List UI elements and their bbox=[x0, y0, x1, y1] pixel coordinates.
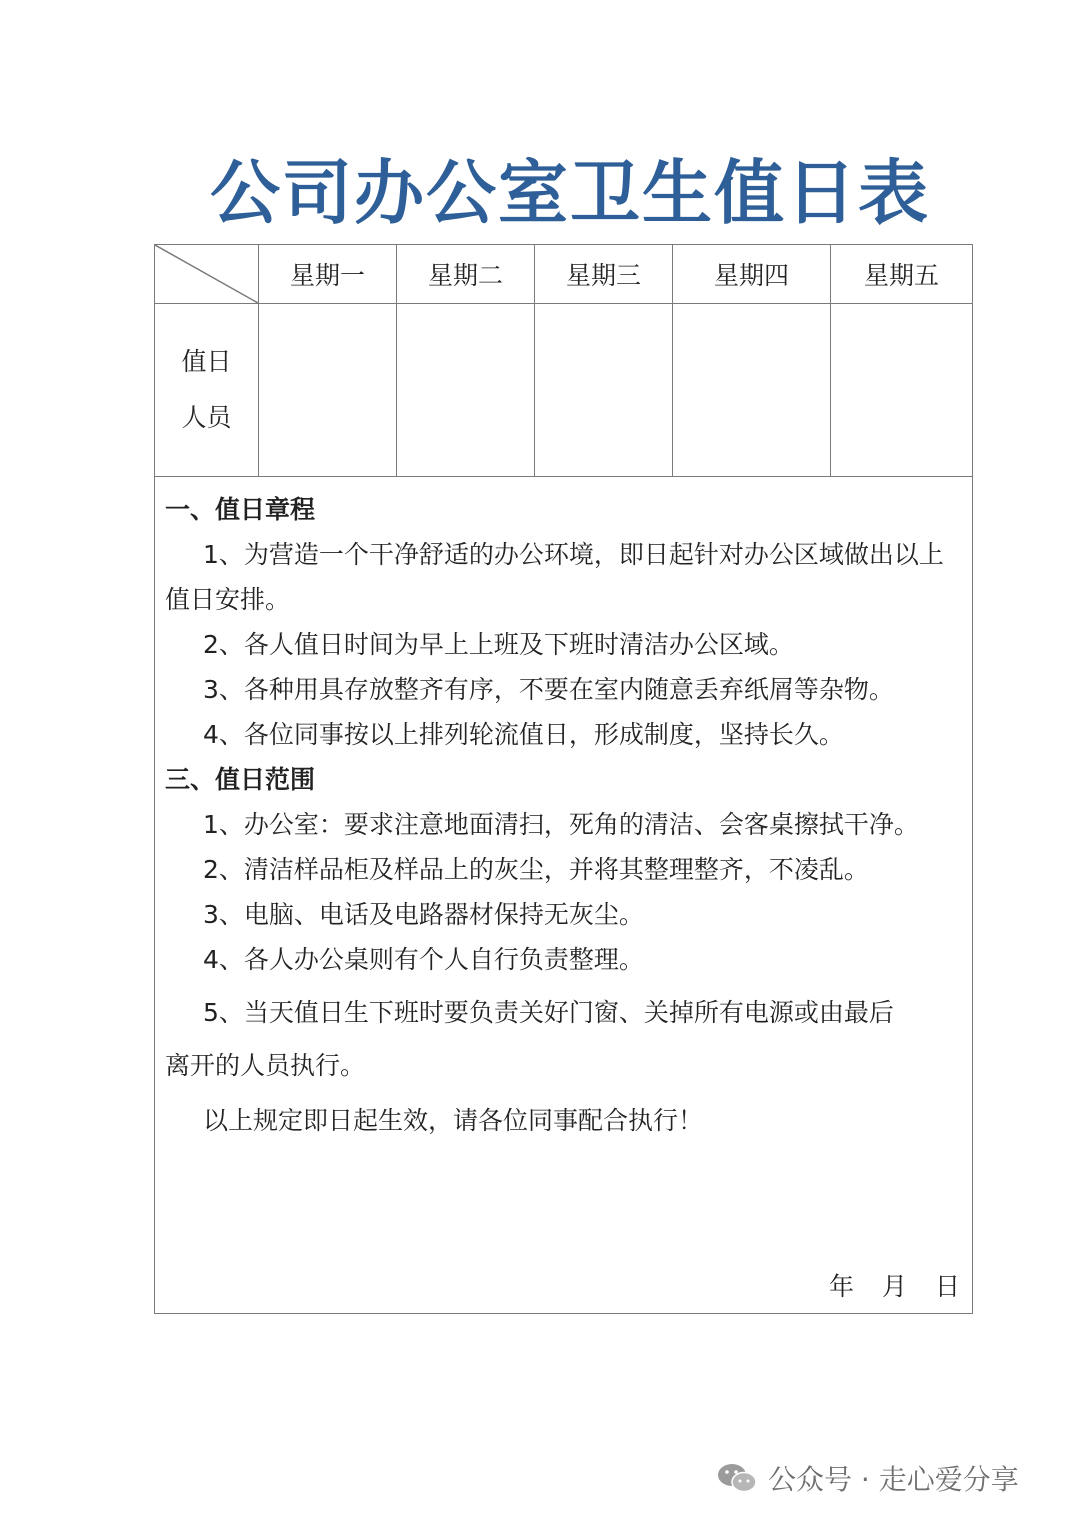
day-header-thu: 星期四 bbox=[673, 245, 831, 304]
day-header-tue: 星期二 bbox=[397, 245, 535, 304]
duty-cell-fri[interactable] bbox=[831, 304, 973, 477]
charter-item-3: 3、各种用具存放整齐有序，不要在室内随意丢弃纸屑等杂物。 bbox=[203, 675, 894, 704]
day-header-wed: 星期三 bbox=[535, 245, 673, 304]
section-title-scope: 三、值日范围 bbox=[165, 765, 316, 794]
section-title-charter: 一、值日章程 bbox=[165, 495, 316, 524]
date-year: 年 bbox=[828, 1272, 856, 1301]
duty-label-line1: 值日 bbox=[181, 347, 232, 376]
charter-item-1a: 1、为营造一个干净舒适的办公环境，即日起针对办公区域做出以上 bbox=[203, 540, 944, 569]
duty-row bbox=[155, 304, 973, 477]
duty-label-line2: 人员 bbox=[181, 403, 232, 432]
duty-cell-thu[interactable] bbox=[673, 304, 831, 477]
scope-item-1: 1、办公室：要求注意地面清扫，死角的清洁、会客桌擦拭干净。 bbox=[203, 810, 919, 839]
duty-label-cell bbox=[155, 304, 259, 477]
charter-item-4: 4、各位同事按以上排列轮流值日，形成制度，坚持长久。 bbox=[203, 720, 844, 749]
day-header-fri: 星期五 bbox=[831, 245, 973, 304]
watermark bbox=[716, 1458, 1019, 1498]
charter-item-2: 2、各人值日时间为早上上班及下班时清洁办公区域。 bbox=[203, 630, 794, 659]
date-line bbox=[803, 1267, 962, 1303]
date-month: 月 bbox=[881, 1272, 909, 1301]
rules-text bbox=[165, 487, 960, 1143]
charter-item-1b: 值日安排。 bbox=[165, 585, 291, 614]
duty-table bbox=[154, 244, 973, 1314]
rules-row bbox=[155, 477, 973, 1314]
diagonal-header-cell bbox=[155, 245, 259, 304]
duty-cell-wed[interactable] bbox=[535, 304, 673, 477]
wechat-icon bbox=[716, 1460, 760, 1496]
scope-item-5a: 5、当天值日生下班时要负责关好门窗、关掉所有电源或由最后 bbox=[203, 998, 894, 1027]
diagonal-line bbox=[155, 245, 258, 303]
watermark-text: 公众号 · 走心爱分享 bbox=[768, 1463, 1019, 1496]
header-row bbox=[155, 245, 973, 304]
scope-item-2: 2、清洁样品柜及样品上的灰尘，并将其整理整齐，不凌乱。 bbox=[203, 855, 869, 884]
rules-cell bbox=[155, 477, 973, 1314]
scope-item-4: 4、各人办公桌则有个人自行负责整理。 bbox=[203, 945, 644, 974]
duty-cell-mon[interactable] bbox=[259, 304, 397, 477]
date-day: 日 bbox=[934, 1272, 962, 1301]
scope-item-3: 3、电脑、电话及电路器材保持无灰尘。 bbox=[203, 900, 644, 929]
duty-cell-tue[interactable] bbox=[397, 304, 535, 477]
day-header-mon: 星期一 bbox=[259, 245, 397, 304]
closing-statement: 以上规定即日起生效，请各位同事配合执行！ bbox=[203, 1106, 704, 1135]
page-title: 公司办公室卫生值日表 bbox=[210, 152, 930, 234]
scope-item-5b: 离开的人员执行。 bbox=[165, 1051, 366, 1080]
